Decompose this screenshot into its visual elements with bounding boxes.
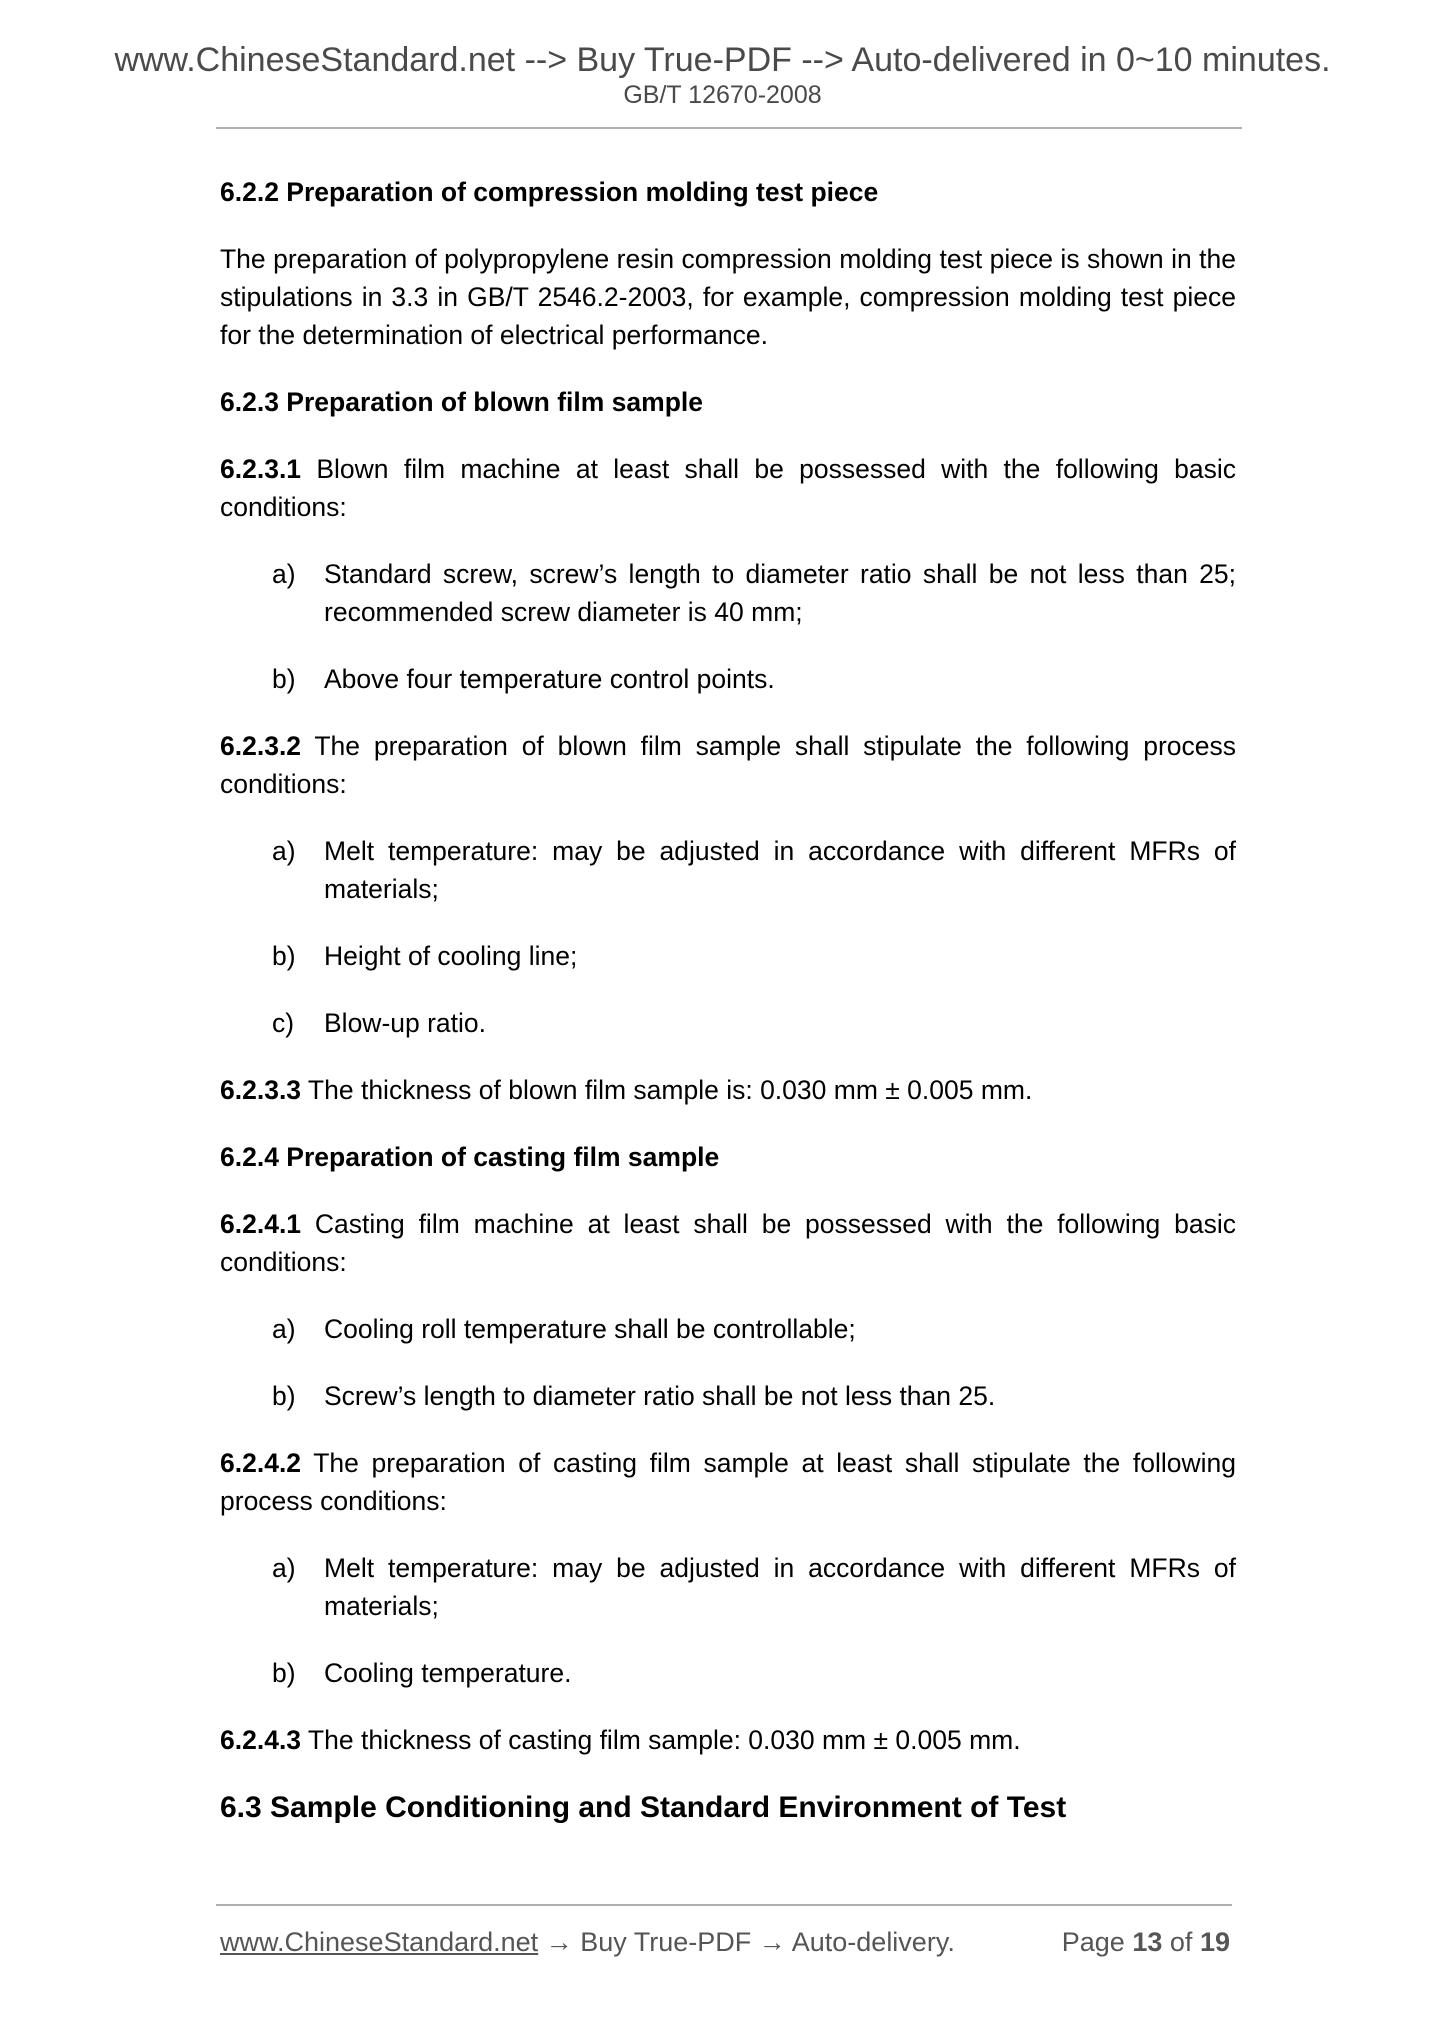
clause-6-2-4-1 (220, 1205, 1236, 1281)
clause-number: 6.2.3.2 (220, 731, 302, 761)
clause-text: Blown film machine at least shall be possessed with the following basic conditions: (220, 454, 1236, 522)
list-item (220, 660, 1236, 698)
list-label: b) (272, 664, 296, 694)
clause-6-2-4-3 (220, 1721, 1236, 1759)
list-text: Melt temperature: may be adjusted in accordance with different MFRs of materials; (324, 1553, 1236, 1621)
page-number: 13 (1132, 1927, 1163, 1957)
page-indicator (1062, 1922, 1230, 1962)
clause-number: 6.2.4.3 (220, 1725, 302, 1755)
list-label: a) (272, 1314, 296, 1344)
list-text: Standard screw, screw’s length to diameter ratio shall be not less than 25; recommended screw diameter is 40 mm; (324, 559, 1236, 627)
list-item (220, 1004, 1236, 1042)
list-text: Cooling roll temperature shall be controllable; (324, 1314, 856, 1344)
list-text: Cooling temperature. (324, 1658, 572, 1688)
footer-divider (216, 1904, 1232, 1906)
list-label: b) (272, 1658, 296, 1688)
list-item (220, 1377, 1236, 1415)
header-title: www.ChineseStandard.net --> Buy True-PDF --> Auto-delivered in 0~10 minutes. (114, 41, 1331, 79)
clause-text: The preparation of blown film sample shall stipulate the following process conditions: (220, 731, 1236, 799)
clause-text: Casting film machine at least shall be possessed with the following basic conditions: (220, 1209, 1236, 1277)
list-text: Above four temperature control points. (324, 664, 775, 694)
list-label: a) (272, 836, 296, 866)
of-word: of (1169, 1927, 1193, 1957)
clause-number: 6.2.3.3 (220, 1075, 302, 1105)
list-item (220, 555, 1236, 631)
clause-number: 6.2.4.2 (220, 1448, 302, 1478)
list-item (220, 832, 1236, 908)
header-divider (216, 127, 1242, 129)
page-word: Page (1061, 1927, 1125, 1957)
document-body (220, 173, 1236, 1857)
clause-6-2-3-2 (220, 727, 1236, 803)
total-pages: 19 (1199, 1927, 1230, 1957)
clause-text: The thickness of casting film sample: 0.030 mm ± 0.005 mm. (301, 1725, 1021, 1755)
site-link[interactable]: www.ChineseStandard.net (220, 1927, 539, 1957)
heading-6-2-2: 6.2.2 Preparation of compression molding test piece (220, 177, 879, 207)
list-text: Screw’s length to diameter ratio shall be not less than 25. (324, 1381, 996, 1411)
page-footer (220, 1922, 1230, 1962)
heading-6-2-4: 6.2.4 Preparation of casting film sample (220, 1142, 720, 1172)
clause-6-2-3-3 (220, 1071, 1236, 1109)
footer-promo: → Buy True-PDF → Auto-delivery. (538, 1927, 955, 1957)
list-text: Blow-up ratio. (324, 1008, 487, 1038)
clause-number: 6.2.3.1 (220, 454, 302, 484)
list-label: b) (272, 1381, 296, 1411)
list-label: c) (272, 1008, 295, 1038)
clause-text: The thickness of blown film sample is: 0.030 mm ± 0.005 mm. (301, 1075, 1033, 1105)
clause-text: The preparation of casting film sample at least shall stipulate the following process conditions: (220, 1448, 1236, 1516)
list-text: Melt temperature: may be adjusted in accordance with different MFRs of materials; (324, 836, 1236, 904)
list-item (220, 1654, 1236, 1692)
list-item (220, 937, 1236, 975)
clause-number: 6.2.4.1 (220, 1209, 302, 1239)
heading-6-3: 6.3 Sample Conditioning and Standard Environment of Test (220, 1791, 1067, 1824)
list-item (220, 1549, 1236, 1625)
list-item (220, 1310, 1236, 1348)
paragraph-6-2-2: The preparation of polypropylene resin compression molding test piece is shown in the stipulations in 3.3 in GB/T 2546.2-2003, for example, compression molding test piece for the determination of electrical performance. (220, 244, 1236, 350)
heading-6-2-3: 6.2.3 Preparation of blown film sample (220, 387, 704, 417)
list-label: a) (272, 1553, 296, 1583)
standard-code: GB/T 12670-2008 (623, 81, 822, 109)
list-label: a) (272, 559, 296, 589)
list-text: Height of cooling line; (324, 941, 578, 971)
list-label: b) (272, 941, 296, 971)
clause-6-2-4-2 (220, 1444, 1236, 1520)
clause-6-2-3-1 (220, 450, 1236, 526)
